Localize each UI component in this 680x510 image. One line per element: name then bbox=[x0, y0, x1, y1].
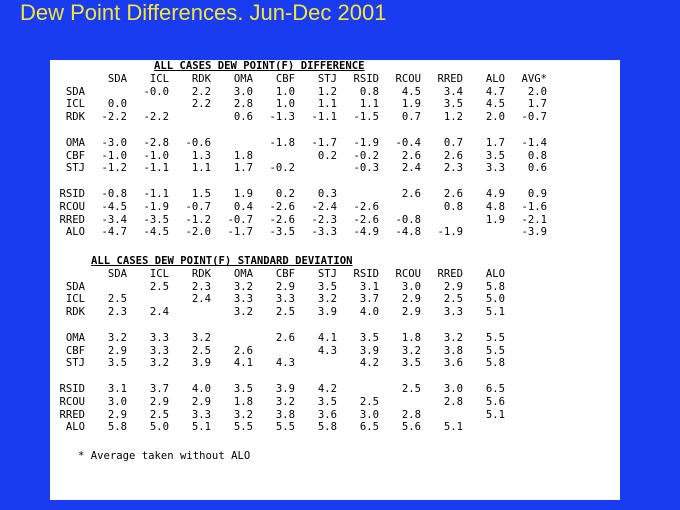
table-cell: 1.8 bbox=[233, 395, 253, 408]
table-cell: 2.2 bbox=[191, 85, 211, 98]
table-cell: 3.2 bbox=[401, 344, 421, 357]
column-header: RCOU bbox=[395, 267, 421, 280]
table-cell: 5.5 bbox=[275, 421, 295, 434]
table-cell: 1.9 bbox=[485, 213, 505, 226]
table-cell: -2.2 bbox=[143, 111, 169, 124]
table-cell: 2.9 bbox=[107, 408, 127, 421]
table-cell: 5.1 bbox=[485, 306, 505, 319]
table-cell: 3.3 bbox=[275, 293, 295, 306]
table-cell: 1.7 bbox=[233, 162, 253, 175]
table-row bbox=[50, 137, 620, 150]
table-cell: 3.5 bbox=[317, 280, 337, 293]
table-cell: 0.9 bbox=[527, 187, 547, 200]
table-cell: 3.3 bbox=[191, 408, 211, 421]
table-cell: 2.8 bbox=[401, 408, 421, 421]
slide-title: Dew Point Differences. Jun-Dec 2001 bbox=[20, 0, 387, 25]
row-label: RRED bbox=[59, 213, 85, 226]
table-cell: 2.6 bbox=[233, 344, 253, 357]
table-cell: 5.8 bbox=[485, 280, 505, 293]
table-cell: 5.5 bbox=[485, 344, 505, 357]
column-header: CBF bbox=[275, 267, 295, 280]
table-cell: -0.6 bbox=[185, 136, 211, 149]
table-cell: 3.8 bbox=[275, 408, 295, 421]
table-cell: -0.8 bbox=[395, 213, 421, 226]
table-cell: 5.5 bbox=[233, 421, 253, 434]
table-cell: 3.0 bbox=[107, 395, 127, 408]
table-cell: 3.9 bbox=[191, 357, 211, 370]
table-cell: 3.5 bbox=[233, 382, 253, 395]
table-cell: 2.5 bbox=[107, 293, 127, 306]
column-header: RSID bbox=[353, 267, 379, 280]
table-cell: -2.8 bbox=[143, 136, 169, 149]
table-cell: 1.7 bbox=[485, 136, 505, 149]
row-label: ALO bbox=[65, 421, 85, 434]
table-cell: 0.2 bbox=[275, 187, 295, 200]
table-cell: 3.5 bbox=[401, 357, 421, 370]
table-row bbox=[50, 98, 620, 111]
table-cell: 2.3 bbox=[191, 280, 211, 293]
table-cell: -1.1 bbox=[143, 162, 169, 175]
table-cell: 2.6 bbox=[275, 331, 295, 344]
column-header: RDK bbox=[191, 72, 211, 85]
table-cell: 4.7 bbox=[485, 85, 505, 98]
row-label: RCOU bbox=[59, 200, 85, 213]
table-cell: -1.6 bbox=[521, 200, 547, 213]
table-row bbox=[50, 162, 620, 175]
table-cell: 5.8 bbox=[485, 357, 505, 370]
table-cell: 3.7 bbox=[359, 293, 379, 306]
table-cell: -3.9 bbox=[521, 226, 547, 239]
table-cell: 5.0 bbox=[485, 293, 505, 306]
table-cell: 2.5 bbox=[275, 306, 295, 319]
table-cell: 2.6 bbox=[443, 187, 463, 200]
table-row bbox=[50, 86, 620, 99]
table-cell: 3.5 bbox=[443, 98, 463, 111]
row-label: RSID bbox=[59, 187, 85, 200]
table-cell: 3.8 bbox=[443, 344, 463, 357]
table-cell: 0.8 bbox=[527, 149, 547, 162]
table-cell: 1.0 bbox=[275, 98, 295, 111]
table-cell: 4.9 bbox=[485, 187, 505, 200]
table-cell: 3.6 bbox=[443, 357, 463, 370]
table-cell: -1.9 bbox=[353, 136, 379, 149]
table-cell: -2.6 bbox=[353, 200, 379, 213]
table-cell: 3.2 bbox=[233, 408, 253, 421]
table-cell: 3.9 bbox=[275, 382, 295, 395]
table-cell: 0.6 bbox=[233, 111, 253, 124]
table-cell: -0.7 bbox=[227, 213, 253, 226]
column-header: RSID bbox=[353, 72, 379, 85]
table-cell: -2.6 bbox=[269, 213, 295, 226]
table-cell: 3.2 bbox=[233, 306, 253, 319]
table-cell: 1.2 bbox=[317, 85, 337, 98]
table-cell: -3.4 bbox=[101, 213, 127, 226]
row-label: RDK bbox=[65, 306, 85, 319]
table-header-row bbox=[50, 73, 620, 86]
table-row bbox=[50, 396, 620, 409]
column-header: RCOU bbox=[395, 72, 421, 85]
table-cell: 5.8 bbox=[317, 421, 337, 434]
column-header: RDK bbox=[191, 267, 211, 280]
table-cell: 4.5 bbox=[401, 85, 421, 98]
table-cell: 3.0 bbox=[233, 85, 253, 98]
table-cell: 3.3 bbox=[233, 293, 253, 306]
table-cell: 2.6 bbox=[443, 149, 463, 162]
table-cell: 6.5 bbox=[359, 421, 379, 434]
row-label: STJ bbox=[65, 357, 85, 370]
table-cell: 5.8 bbox=[107, 421, 127, 434]
table-cell: 3.2 bbox=[149, 357, 169, 370]
stddev-table-title: ALL CASES DEW POINT(F) STANDARD DEVIATION bbox=[91, 255, 353, 267]
table-row bbox=[50, 319, 620, 332]
table-cell: -4.7 bbox=[101, 226, 127, 239]
table-cell: 1.1 bbox=[359, 98, 379, 111]
table-row bbox=[50, 345, 620, 358]
table-cell: 3.2 bbox=[233, 280, 253, 293]
table-cell: 3.9 bbox=[317, 306, 337, 319]
table-cell: -4.9 bbox=[353, 226, 379, 239]
table-cell: 3.9 bbox=[359, 344, 379, 357]
table-row bbox=[50, 201, 620, 214]
table-cell: -0.2 bbox=[353, 149, 379, 162]
table-cell: 2.8 bbox=[443, 395, 463, 408]
table-row bbox=[50, 332, 620, 345]
row-label: CBF bbox=[65, 149, 85, 162]
table-row bbox=[50, 150, 620, 163]
table-cell: 0.0 bbox=[107, 98, 127, 111]
table-cell: 3.5 bbox=[317, 395, 337, 408]
table-cell: -1.8 bbox=[269, 136, 295, 149]
row-label: ICL bbox=[65, 98, 85, 111]
table-cell: 3.3 bbox=[485, 162, 505, 175]
footnote: * Average taken without ALO bbox=[78, 450, 251, 462]
difference-table-title: ALL CASES DEW POINT(F) DIFFERENCE bbox=[154, 60, 365, 72]
table-cell: 2.4 bbox=[149, 306, 169, 319]
table-cell: 3.3 bbox=[443, 306, 463, 319]
table-cell: -3.5 bbox=[143, 213, 169, 226]
table-cell: 3.2 bbox=[275, 395, 295, 408]
column-header: SDA bbox=[107, 72, 127, 85]
table-cell: 2.9 bbox=[149, 395, 169, 408]
table-cell: -2.6 bbox=[269, 200, 295, 213]
table-cell: 1.7 bbox=[527, 98, 547, 111]
table-cell: -2.6 bbox=[353, 213, 379, 226]
table-cell: 1.1 bbox=[317, 98, 337, 111]
row-label: ICL bbox=[65, 293, 85, 306]
table-cell: -2.1 bbox=[521, 213, 547, 226]
table-cell: -1.7 bbox=[227, 226, 253, 239]
table-cell: 2.5 bbox=[401, 382, 421, 395]
column-header: OMA bbox=[233, 72, 253, 85]
table-cell: 2.3 bbox=[443, 162, 463, 175]
content-panel bbox=[50, 60, 620, 500]
table-cell: 3.3 bbox=[149, 331, 169, 344]
table-cell: 1.9 bbox=[233, 187, 253, 200]
table-cell: 2.3 bbox=[107, 306, 127, 319]
column-header: RRED bbox=[437, 267, 463, 280]
table-cell: 0.7 bbox=[401, 111, 421, 124]
table-cell: 2.5 bbox=[359, 395, 379, 408]
table-cell: 3.1 bbox=[359, 280, 379, 293]
table-cell: -4.5 bbox=[143, 226, 169, 239]
table-cell: 2.8 bbox=[233, 98, 253, 111]
table-cell: -3.0 bbox=[101, 136, 127, 149]
table-row bbox=[50, 421, 620, 434]
table-cell: 3.1 bbox=[107, 382, 127, 395]
table-cell: 2.5 bbox=[149, 408, 169, 421]
table-cell: 5.6 bbox=[485, 395, 505, 408]
column-header: ALO bbox=[485, 72, 505, 85]
table-cell: 2.2 bbox=[191, 98, 211, 111]
table-cell: 5.1 bbox=[191, 421, 211, 434]
table-cell: 0.2 bbox=[317, 149, 337, 162]
table-cell: -1.7 bbox=[311, 136, 337, 149]
table-cell: 3.0 bbox=[359, 408, 379, 421]
table-cell: 0.8 bbox=[359, 85, 379, 98]
table-row bbox=[50, 226, 620, 239]
table-cell: -3.3 bbox=[311, 226, 337, 239]
table-cell: -2.0 bbox=[185, 226, 211, 239]
table-cell: 1.8 bbox=[233, 149, 253, 162]
table-cell: 2.6 bbox=[401, 187, 421, 200]
table-row bbox=[50, 293, 620, 306]
row-label: CBF bbox=[65, 344, 85, 357]
table-cell: 1.5 bbox=[191, 187, 211, 200]
column-header: ICL bbox=[149, 72, 169, 85]
column-header: SDA bbox=[107, 267, 127, 280]
table-row bbox=[50, 409, 620, 422]
table-cell: 1.2 bbox=[443, 111, 463, 124]
table-cell: 5.0 bbox=[149, 421, 169, 434]
table-cell: -1.5 bbox=[353, 111, 379, 124]
table-cell: -0.4 bbox=[395, 136, 421, 149]
table-cell: -0.7 bbox=[185, 200, 211, 213]
table-cell: 1.3 bbox=[191, 149, 211, 162]
table-cell: 1.9 bbox=[401, 98, 421, 111]
table-cell: 4.0 bbox=[359, 306, 379, 319]
table-cell: 3.4 bbox=[443, 85, 463, 98]
column-header: STJ bbox=[317, 267, 337, 280]
table-row bbox=[50, 175, 620, 188]
table-cell: 6.5 bbox=[485, 382, 505, 395]
column-header: ICL bbox=[149, 267, 169, 280]
table-cell: 1.1 bbox=[191, 162, 211, 175]
row-label: ALO bbox=[65, 226, 85, 239]
table-cell: -0.2 bbox=[269, 162, 295, 175]
table-cell: -1.2 bbox=[185, 213, 211, 226]
row-label: RCOU bbox=[59, 395, 85, 408]
table-cell: 2.9 bbox=[107, 344, 127, 357]
table-cell: -1.0 bbox=[143, 149, 169, 162]
row-label: RDK bbox=[65, 111, 85, 124]
table-cell: 2.9 bbox=[401, 306, 421, 319]
table-cell: -1.2 bbox=[101, 162, 127, 175]
row-label: OMA bbox=[65, 331, 85, 344]
table-cell: -4.5 bbox=[101, 200, 127, 213]
row-label: OMA bbox=[65, 136, 85, 149]
table-cell: -1.0 bbox=[101, 149, 127, 162]
table-cell: -4.8 bbox=[395, 226, 421, 239]
table-header-row bbox=[50, 268, 620, 281]
table-cell: 3.5 bbox=[107, 357, 127, 370]
table-cell: 5.6 bbox=[401, 421, 421, 434]
column-header: ALO bbox=[485, 267, 505, 280]
table-cell: 1.0 bbox=[275, 85, 295, 98]
table-cell: 3.0 bbox=[443, 382, 463, 395]
table-cell: 0.4 bbox=[233, 200, 253, 213]
table-cell: 4.8 bbox=[485, 200, 505, 213]
table-cell: 3.0 bbox=[401, 280, 421, 293]
table-cell: -0.7 bbox=[521, 111, 547, 124]
table-cell: 5.1 bbox=[443, 421, 463, 434]
table-cell: 4.1 bbox=[317, 331, 337, 344]
table-cell: 3.5 bbox=[359, 331, 379, 344]
table-cell: 0.6 bbox=[527, 162, 547, 175]
row-label: STJ bbox=[65, 162, 85, 175]
table-cell: 4.2 bbox=[359, 357, 379, 370]
table-cell: 3.2 bbox=[317, 293, 337, 306]
table-cell: 2.4 bbox=[191, 293, 211, 306]
column-header: OMA bbox=[233, 267, 253, 280]
table-cell: 4.0 bbox=[191, 382, 211, 395]
table-cell: 2.6 bbox=[401, 149, 421, 162]
table-cell: 4.2 bbox=[317, 382, 337, 395]
table-cell: 2.9 bbox=[401, 293, 421, 306]
table-cell: -0.3 bbox=[353, 162, 379, 175]
table-cell: 5.1 bbox=[485, 408, 505, 421]
table-cell: -2.2 bbox=[101, 111, 127, 124]
table-cell: 3.2 bbox=[443, 331, 463, 344]
table-row bbox=[50, 357, 620, 370]
table-cell: 3.2 bbox=[107, 331, 127, 344]
table-cell: 3.5 bbox=[485, 149, 505, 162]
table-cell: -1.1 bbox=[311, 111, 337, 124]
column-header: RRED bbox=[437, 72, 463, 85]
table-cell: -0.8 bbox=[101, 187, 127, 200]
table-row bbox=[50, 370, 620, 383]
table-row bbox=[50, 111, 620, 124]
row-label: SDA bbox=[65, 85, 85, 98]
table-cell: 2.5 bbox=[149, 280, 169, 293]
table-cell: 0.7 bbox=[443, 136, 463, 149]
table-cell: 4.3 bbox=[275, 357, 295, 370]
table-cell: -1.9 bbox=[437, 226, 463, 239]
table-cell: 2.4 bbox=[401, 162, 421, 175]
table-cell: 4.1 bbox=[233, 357, 253, 370]
row-label: RSID bbox=[59, 382, 85, 395]
table-row bbox=[50, 214, 620, 227]
table-row bbox=[50, 281, 620, 294]
column-header: AVG* bbox=[521, 72, 547, 85]
table-cell: 0.3 bbox=[317, 187, 337, 200]
table-cell: 2.9 bbox=[275, 280, 295, 293]
table-cell: -1.3 bbox=[269, 111, 295, 124]
table-cell: 2.5 bbox=[191, 344, 211, 357]
table-cell: 0.8 bbox=[443, 200, 463, 213]
table-cell: 3.2 bbox=[191, 331, 211, 344]
table-cell: 2.9 bbox=[191, 395, 211, 408]
table-cell: -3.5 bbox=[269, 226, 295, 239]
table-cell: 5.5 bbox=[485, 331, 505, 344]
table-cell: -1.1 bbox=[143, 187, 169, 200]
table-cell: 2.0 bbox=[485, 111, 505, 124]
column-header: CBF bbox=[275, 72, 295, 85]
table-cell: 1.8 bbox=[401, 331, 421, 344]
table-row bbox=[50, 124, 620, 137]
row-label: RRED bbox=[59, 408, 85, 421]
table-cell: 2.9 bbox=[443, 280, 463, 293]
row-label: SDA bbox=[65, 280, 85, 293]
table-cell: -1.4 bbox=[521, 136, 547, 149]
table-cell: -0.0 bbox=[143, 85, 169, 98]
table-cell: -2.4 bbox=[311, 200, 337, 213]
table-cell: -1.9 bbox=[143, 200, 169, 213]
table-cell: 4.3 bbox=[317, 344, 337, 357]
table-cell: 2.0 bbox=[527, 85, 547, 98]
table-cell: 3.3 bbox=[149, 344, 169, 357]
table-row bbox=[50, 188, 620, 201]
column-header: STJ bbox=[317, 72, 337, 85]
table-row bbox=[50, 306, 620, 319]
table-cell: 3.6 bbox=[317, 408, 337, 421]
table-cell: -2.3 bbox=[311, 213, 337, 226]
table-cell: 3.7 bbox=[149, 382, 169, 395]
table-cell: 2.5 bbox=[443, 293, 463, 306]
table-row bbox=[50, 383, 620, 396]
table-cell: 4.5 bbox=[485, 98, 505, 111]
